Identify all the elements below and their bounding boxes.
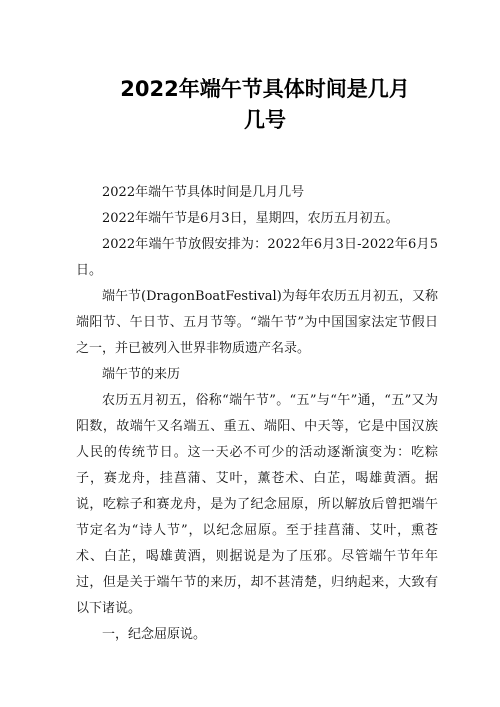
paragraph-6: 一，纪念屈原说。 <box>102 627 207 642</box>
paragraph-3: 2022年端午节放假安排为：2022年6月3日-2022年6月5日。 <box>76 237 438 278</box>
document-title: 2022年端午节具体时间是几月几号 <box>120 77 410 132</box>
paragraph-2: 2022年端午节是6月3日，星期四，农历五月初五。 <box>102 211 399 226</box>
paragraph-5: 农历五月初五，俗称“端午节”。“五”与“午”通，“五”又为阳数，故端午又名端五、重五、端阳、中天等，它是中国汉族人民的传统节日。这一天必不可少的活动逐渐演变为：吃粽子，赛龙舟，挂菖蒲、艾叶，薰苍术、白芷，喝雄黄酒。据说，吃粽子和赛龙舟，是为了纪念屈原，所以解放后曾把端午节定名为“诗人节”，以纪念屈原。至于挂菖蒲、艾叶，熏苍术、白芷，喝雄黄酒，则据说是为了压邪。尽管端午节年年过，但是关于端午节的来历，却不甚清楚，归纳起来，大致有以下诸说。 <box>76 393 438 616</box>
section-heading-origin: 端午节的来历 <box>102 367 181 382</box>
paragraph-4: 端午节(DragonBoatFestival)为每年农历五月初五，又称端阳节、午日节、五月节等。“端午节”为中国国家法定节假日之一，并已被列入世界非物质遗产名录。 <box>76 289 438 356</box>
paragraph-1: 2022年端午节具体时间是几月几号 <box>102 185 305 200</box>
